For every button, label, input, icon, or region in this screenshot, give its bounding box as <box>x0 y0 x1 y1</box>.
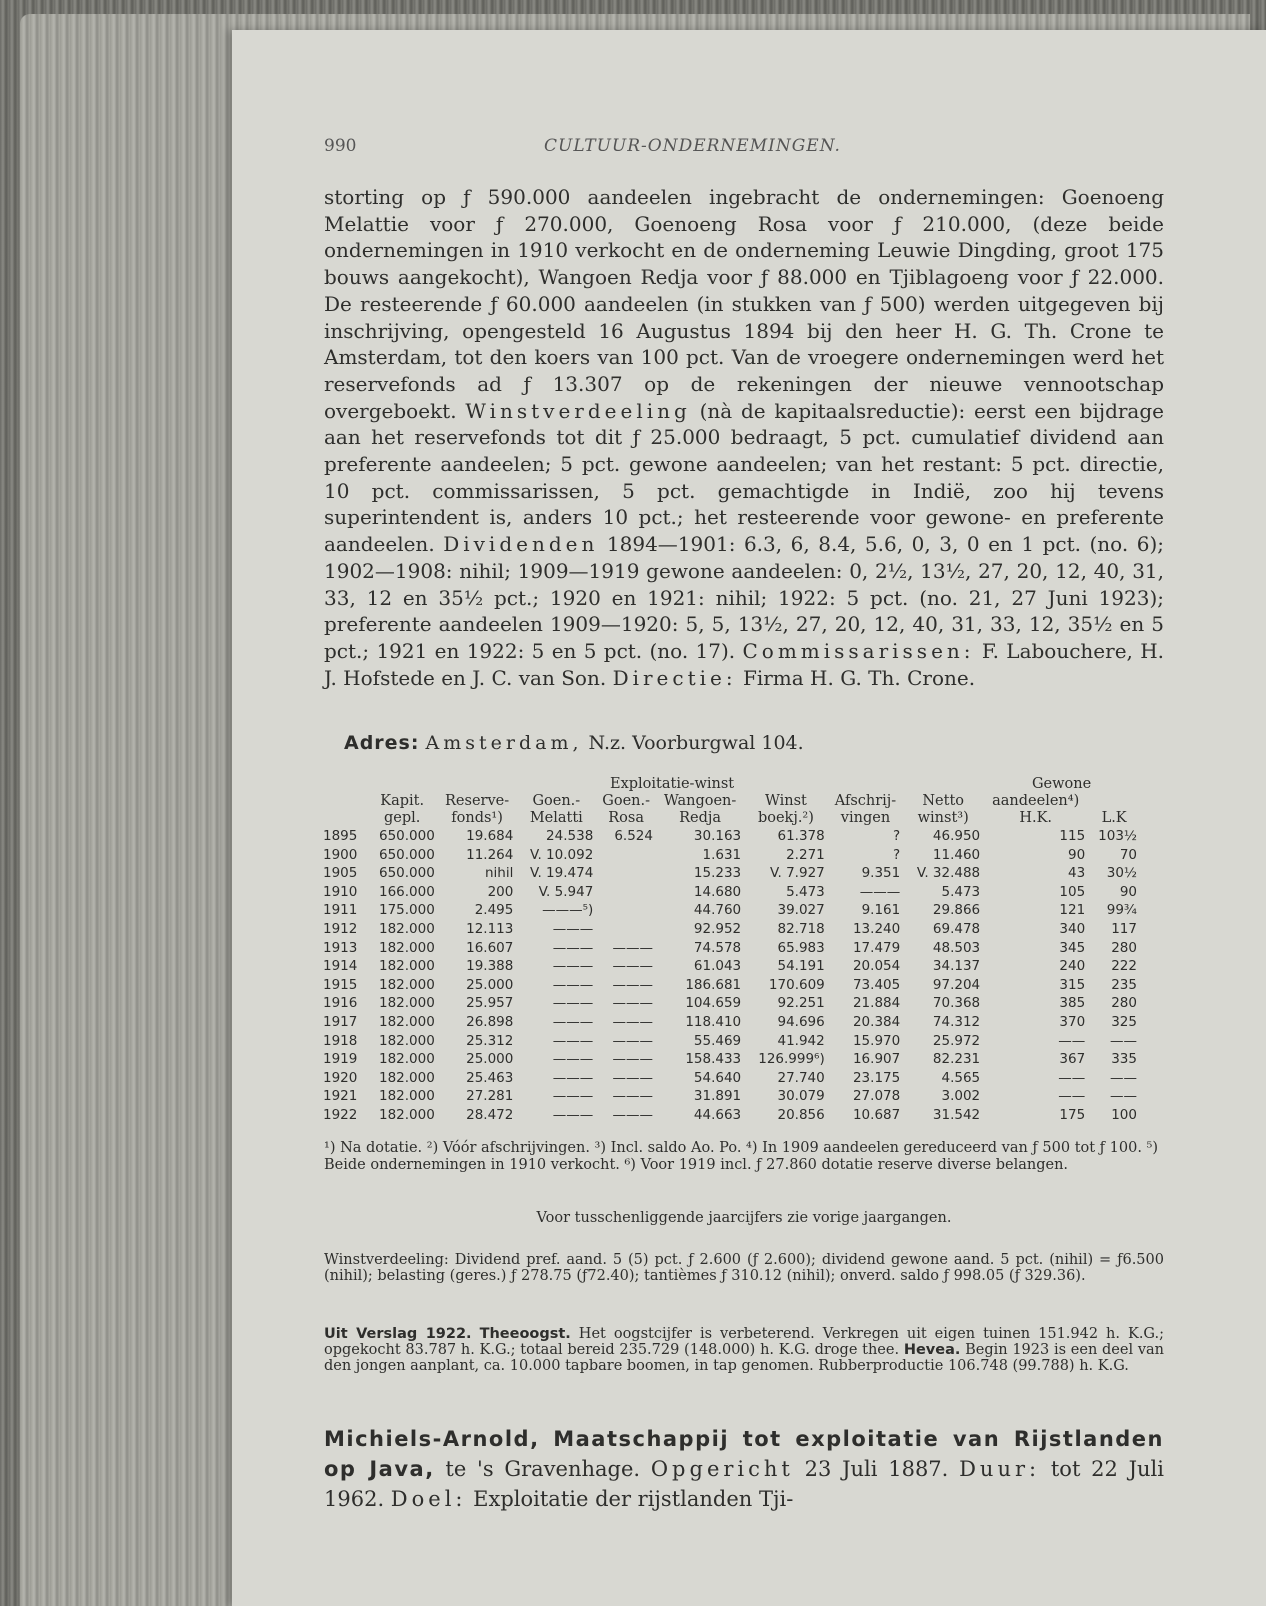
verslag-label: Uit Verslag 1922. <box>324 1326 472 1342</box>
table-cell: ? <box>893 846 901 863</box>
table-cell: 19.684 <box>466 828 514 844</box>
table-cell: ——— <box>552 920 594 937</box>
year-cell: 1912 <box>323 920 358 937</box>
table-cell: 30.079 <box>777 1088 825 1105</box>
table-cell: 31.542 <box>932 1106 981 1123</box>
table-cell: 27.740 <box>777 1069 825 1086</box>
column-header: Kapit. <box>380 793 425 809</box>
running-head: CULTUUR-ONDERNEMINGEN. <box>544 136 841 156</box>
table-cell: 240 <box>1059 958 1086 975</box>
table-cell: 21.884 <box>852 995 901 1012</box>
table-cell: 650.000 <box>378 865 435 882</box>
table-cell: 27.281 <box>466 1088 514 1105</box>
year-cell: 1900 <box>323 846 358 863</box>
table-cell: 29.866 <box>932 902 981 919</box>
table-cell: 117 <box>1111 920 1137 937</box>
table-cell: 345 <box>1059 939 1086 956</box>
year-cell: 1913 <box>323 939 358 956</box>
year-cell: 1918 <box>323 1032 358 1049</box>
table-row <box>320 994 1140 1013</box>
table-cell: 14.680 <box>693 883 742 900</box>
year-cell: 1895 <box>323 828 358 844</box>
verslag-section <box>324 1326 1164 1374</box>
book-page <box>232 30 1266 1606</box>
next-company-entry <box>324 1424 1164 1514</box>
table-cell: ——— <box>612 958 653 975</box>
doel-text: Exploitatie der rijstlanden Tji- <box>466 1487 794 1511</box>
table-cell: 12.113 <box>466 920 514 937</box>
table-row <box>320 1069 1140 1088</box>
table-cell: 94.696 <box>777 1013 825 1030</box>
year-cell: 1915 <box>323 976 358 993</box>
table-cell: 23.175 <box>852 1069 901 1086</box>
table-cell: 280 <box>1111 995 1137 1012</box>
table-cell: 182.000 <box>378 976 435 993</box>
table-cell: 11.460 <box>932 846 981 863</box>
table-cell: 4.565 <box>941 1069 981 1086</box>
table-cell: —— <box>1058 1032 1086 1049</box>
table-row <box>320 901 1140 920</box>
table-cell: 9.161 <box>861 902 901 919</box>
table-cell: 9.351 <box>861 865 901 882</box>
table-cell: 20.384 <box>852 1013 901 1030</box>
table-cell: 70.368 <box>932 995 981 1012</box>
table-cell: —— <box>1110 1088 1137 1105</box>
table-row <box>320 920 1140 939</box>
table-cell: ——— <box>612 1106 653 1123</box>
table-cell: 43 <box>1068 865 1086 882</box>
column-header: gepl. <box>383 810 421 826</box>
table-footnotes: ¹) Na dotatie. ²) Vóór afschrijvingen. ³) Incl. saldo Ao. Po. ⁴) In 1909 aandeelen gereduceerd van ƒ 500 tot ƒ 100. ⁵) Beide ondernemingen in 1910 verkocht. ⁶) Voor 1919 incl. ƒ 27.860 dotatie reserve diverse belangen. <box>324 1140 1159 1173</box>
doel-label: Doel: <box>390 1487 467 1511</box>
table-cell: 61.043 <box>693 958 742 975</box>
table-cell: V. 32.488 <box>916 865 981 882</box>
table-cell: 200 <box>487 883 514 900</box>
year-cell: 1910 <box>323 883 358 900</box>
table-cell: ——— <box>612 1032 653 1049</box>
table-cell: 65.983 <box>777 939 825 956</box>
year-cell: 1920 <box>323 1069 358 1086</box>
table-cell: 104.659 <box>685 995 742 1012</box>
table-cell: ——— <box>612 1051 653 1068</box>
table-cell: 97.204 <box>932 976 981 993</box>
column-header: Winst <box>764 793 807 809</box>
company-description <box>324 184 1164 691</box>
dividenden-text: 1894—1901: 6.3, 6, 8.4, 5.6, 0, 3, 0 en 1 pct. (no. 6); 1902—1908: nihil; 1909—1919 gewone aandeelen: 0, 2½, 13½, 27, 20, 12, 40, 31, 33, 12 en 35½ pct.; 1920 en 1921: nihil; 1922: 5 pct. (no. 21, 27 Juni 1923); preferente aandeelen 1909—1920: 5, 5, 13½, 27, 20, 12, 40, 31, 33, 12, 35½ en 5 pct.; 1921 en 1922: 5 en 5 pct. (no. 17). <box>324 532 1165 663</box>
table-cell: 24.538 <box>546 828 594 844</box>
table-cell: 15.970 <box>852 1032 901 1049</box>
table-cell: 30.163 <box>693 828 742 844</box>
table-cell <box>596 883 656 902</box>
table-cell <box>596 864 656 883</box>
table-cell: 73.405 <box>852 976 901 993</box>
table-cell: 16.907 <box>852 1051 901 1068</box>
table-cell: V. 19.474 <box>529 865 594 882</box>
table-cell: ——— <box>552 1069 594 1086</box>
column-header <box>1088 793 1140 810</box>
table-cell: ——— <box>552 976 594 993</box>
table-cell: 315 <box>1059 976 1086 993</box>
table-cell: 90 <box>1068 846 1086 863</box>
winst-label: Winstverdeeling <box>465 398 691 423</box>
table-cell: 182.000 <box>378 995 435 1012</box>
duur-text: tot 22 Juli 1962. <box>324 1457 1164 1511</box>
column-header: Rosa <box>608 810 644 826</box>
table-cell: 2.495 <box>474 902 514 919</box>
winstverdeeling-note: Winstverdeeling: Dividend pref. aand. 5 (5) pct. ƒ 2.600 (ƒ 2.600); dividend gewone aand. 5 pct. (nihil) = ƒ6.500 (nihil); belasting (geres.) ƒ 278.75 (ƒ72.40); tantièmes ƒ 310.12 (nihil); onverd. saldo ƒ 998.05 (ƒ 329.36). <box>324 1252 1164 1284</box>
exploitatie-header: Exploitatie-winst <box>609 776 735 792</box>
table-cell: 20.856 <box>777 1106 825 1123</box>
table-cell: 16.607 <box>466 939 514 956</box>
table-cell: 13.240 <box>852 920 901 937</box>
table-cell: 5.473 <box>941 883 981 900</box>
table-cell: 115 <box>1059 828 1086 844</box>
table-cell: 105 <box>1059 883 1086 900</box>
table-row <box>320 1032 1140 1051</box>
table-cell: 17.479 <box>852 939 901 956</box>
table-cell: 2.271 <box>786 846 825 863</box>
table-cell: 74.578 <box>693 939 742 956</box>
table-cell: 44.663 <box>693 1106 742 1123</box>
address-label: Adres: <box>344 732 420 754</box>
table-cell: 166.000 <box>378 883 435 900</box>
table-cell: nihil <box>484 865 514 882</box>
table-cell <box>596 901 656 920</box>
table-cell: 54.640 <box>693 1069 742 1086</box>
table-cell: 90 <box>1119 883 1137 900</box>
table-cell: 28.472 <box>466 1106 514 1123</box>
table-cell: 82.718 <box>777 920 825 937</box>
table-cell: 100 <box>1111 1106 1137 1123</box>
company-name: Michiels-Arnold, Maatschappij tot exploitatie van Rijstlanden op Java, <box>324 1427 1164 1481</box>
directie-text: Firma H. G. Th. Crone. <box>736 665 976 690</box>
table-cell: 25.972 <box>932 1032 981 1049</box>
duur-label: Duur: <box>959 1457 1041 1481</box>
table-cell: 31.891 <box>693 1088 742 1105</box>
table-cell: 1.631 <box>702 846 742 863</box>
table-cell: 61.378 <box>777 828 825 844</box>
table-cell: 158.433 <box>685 1051 742 1068</box>
company-place: te 's Gravenhage. <box>434 1457 651 1481</box>
table-cell: 39.027 <box>777 902 825 919</box>
table-cell: 6.524 <box>614 828 653 844</box>
table-cell: 5.473 <box>786 883 825 900</box>
column-header: vingen <box>840 810 891 826</box>
table-cell: 175 <box>1059 1106 1086 1123</box>
table-cell: 70 <box>1119 846 1137 863</box>
year-cell: 1922 <box>323 1106 358 1123</box>
table-cell: 11.264 <box>466 846 514 863</box>
table-cell: 650.000 <box>378 828 435 844</box>
table-body <box>320 827 1140 1125</box>
column-header: winst³) <box>917 810 969 826</box>
column-header: Redja <box>679 810 722 826</box>
table-cell: ——— <box>612 1088 653 1105</box>
column-header: Netto <box>922 793 965 809</box>
year-cell: 1917 <box>323 1013 358 1030</box>
table-cell: 175.000 <box>378 902 435 919</box>
column-header <box>320 793 367 810</box>
year-cell: 1905 <box>323 865 358 882</box>
gewone-header: Gewone <box>1031 776 1092 792</box>
table-cell: 182.000 <box>378 939 435 956</box>
table-cell: 170.609 <box>768 976 825 993</box>
table-cell: ——— <box>552 939 594 956</box>
table-cell: 3.002 <box>941 1088 981 1105</box>
column-header: Reserve- <box>445 793 510 809</box>
table-cell: 182.000 <box>378 1013 435 1030</box>
table-cell: 25.463 <box>466 1069 514 1086</box>
table-cell: 19.388 <box>466 958 514 975</box>
opgericht-text: 23 Juli 1887. <box>793 1457 960 1481</box>
table-cell: 385 <box>1059 995 1086 1012</box>
table-cell: ——— <box>552 1088 594 1105</box>
table-cell: 10.687 <box>852 1106 901 1123</box>
table-cell: 20.054 <box>852 958 901 975</box>
table-cell: —— <box>1110 1032 1137 1049</box>
directie-label: Directie: <box>612 665 737 690</box>
table-cell: 99¾ <box>1106 902 1137 919</box>
table-cell: 25.312 <box>466 1032 514 1049</box>
year-cell: 1919 <box>323 1051 358 1068</box>
table-cell: 118.410 <box>685 1013 742 1030</box>
table-cell: 55.469 <box>693 1032 742 1049</box>
table-cell: ——— <box>612 976 653 993</box>
column-header: Goen.- <box>532 793 581 809</box>
table-cell: 182.000 <box>378 1032 435 1049</box>
table-cell: 182.000 <box>378 958 435 975</box>
table-cell: 25.000 <box>466 1051 514 1068</box>
table-cell <box>596 846 656 865</box>
table-cell: 34.137 <box>932 958 981 975</box>
table-cell: ——— <box>552 1032 594 1049</box>
table-cell: 182.000 <box>378 1051 435 1068</box>
column-header: Afschrij- <box>834 793 897 809</box>
table-row <box>320 957 1140 976</box>
table-cell: ——— <box>552 958 594 975</box>
table-row <box>320 883 1140 902</box>
table-row <box>320 1106 1140 1125</box>
table-header-row <box>320 793 1140 810</box>
table-row <box>320 827 1140 846</box>
table-cell: 103½ <box>1098 828 1137 844</box>
table-cell: 25.000 <box>466 976 514 993</box>
table-cell: ——— <box>859 883 901 900</box>
table-header-row <box>320 810 1140 827</box>
table-cell: 48.503 <box>932 939 981 956</box>
thee-text: Het oogstcijfer is verbeterend. Verkregen uit eigen tuinen 151.942 h. K.G.; opgekocht 83.787 h. K.G.; totaal bereid 235.729 (148.000) h. K.G. droge thee. <box>324 1326 1164 1358</box>
table-cell: 182.000 <box>378 1106 435 1123</box>
table-cell: 121 <box>1059 902 1086 919</box>
table-cell: 182.000 <box>378 1069 435 1086</box>
table-cell: 27.078 <box>852 1088 901 1105</box>
table-cell: —— <box>1110 1069 1137 1086</box>
table-cell <box>596 920 656 939</box>
commissarissen-label: Commissarissen: <box>742 638 975 663</box>
table-cell: —— <box>1058 1069 1086 1086</box>
column-header: L.K <box>1101 810 1127 826</box>
table-cell: 222 <box>1111 958 1137 975</box>
table-row <box>320 976 1140 995</box>
year-cell: 1911 <box>323 902 358 919</box>
table-cell: 280 <box>1111 939 1137 956</box>
table-cell: ——— <box>612 1013 653 1030</box>
table-cell: ——— <box>552 1013 594 1030</box>
commissarissen-text: F. Labouchere, H. J. Hofstede en J. C. van Son. <box>324 638 1165 690</box>
table-cell: V. 5.947 <box>538 883 594 900</box>
column-header: Wangoen- <box>663 793 737 809</box>
table-row <box>320 864 1140 883</box>
address-line <box>344 732 804 754</box>
table-cell: 186.681 <box>685 976 742 993</box>
table-cell: 335 <box>1111 1051 1137 1068</box>
table-cell: 650.000 <box>378 846 435 863</box>
body-paragraph: storting op ƒ 590.000 aandeelen ingebracht de ondernemingen: Goenoeng Melattie voor ƒ 270.000, Goenoeng Rosa voor ƒ 210.000, (deze beide ondernemingen in 1910 verkocht en de onderneming Leuwie Dingding, groot 175 bouws aangekocht), Wangoen Redja voor ƒ 88.000 en Tjiblagoeng voor ƒ 22.000. De resteerende ƒ 60.000 aandeelen (in stukken van ƒ 500) werden uitgegeven bij inschrijving, opengesteld 16 Augustus 1894 bij den heer H. G. Th. Crone te Amsterdam, tot den koers van 100 pct. Van de vroegere ondernemingen werd het reservefonds ad ƒ 13.307 op de rekeningen der nieuwe vennootschap overgeboekt. <box>324 185 1164 423</box>
table-cell: 235 <box>1111 976 1137 993</box>
address-street: N.z. Voorburgwal 104. <box>582 732 804 754</box>
address-city: Amsterdam, <box>425 732 583 754</box>
table-cell: ——— <box>612 1069 653 1086</box>
table-cell: 370 <box>1059 1013 1086 1030</box>
column-header: boekj.²) <box>757 810 814 826</box>
table-cell: 25.957 <box>466 995 514 1012</box>
table-cell: 54.191 <box>777 958 825 975</box>
table-cell: ———⁵) <box>542 902 594 919</box>
table-cell: ——— <box>612 995 653 1012</box>
table-cell: 82.231 <box>932 1051 981 1068</box>
table-cell: 92.952 <box>693 920 742 937</box>
table-row <box>320 1013 1140 1032</box>
table-cell: 126.999⁶) <box>758 1051 825 1068</box>
table-cell: V. 7.927 <box>770 865 825 882</box>
page-header <box>324 136 1164 166</box>
table-cell: 30½ <box>1106 865 1137 882</box>
dividenden-label: Dividenden <box>443 532 599 557</box>
table-cell: 26.898 <box>466 1013 514 1030</box>
financial-table <box>320 776 1140 1125</box>
table-cell: —— <box>1058 1088 1086 1105</box>
thee-label: Theeoogst. <box>479 1326 571 1342</box>
table-cell: 325 <box>1111 1013 1137 1030</box>
page-number: 990 <box>324 136 357 156</box>
year-cell: 1916 <box>323 995 358 1012</box>
table-cell: 340 <box>1059 920 1086 937</box>
table-cell: ——— <box>612 939 653 956</box>
table-cell: 69.478 <box>932 920 981 937</box>
table-row <box>320 846 1140 865</box>
column-header: Melatti <box>529 810 583 826</box>
column-header: fonds¹) <box>451 810 503 826</box>
table-cell: ——— <box>552 1106 594 1123</box>
table-row <box>320 1087 1140 1106</box>
table-cell: 15.233 <box>693 865 742 882</box>
table-cell: 46.950 <box>932 828 981 844</box>
table-cell: 92.251 <box>777 995 825 1012</box>
column-header <box>320 810 367 827</box>
table-cell: ? <box>893 828 901 844</box>
table-row <box>320 939 1140 958</box>
table-cell: 182.000 <box>378 920 435 937</box>
table-cell: 367 <box>1059 1051 1086 1068</box>
year-cell: 1921 <box>323 1088 358 1105</box>
table-cell: 44.760 <box>693 902 742 919</box>
year-cell: 1914 <box>323 958 358 975</box>
column-header: Goen.- <box>602 793 650 809</box>
table-cell: V. 10.092 <box>529 846 594 863</box>
hevea-label: Hevea. <box>903 1342 961 1358</box>
hevea-text: Begin 1923 is een deel van den jongen aanplant, ca. 10.000 tapbare boomen, in tap genomen. Rubberproductie 106.748 (99.788) h. K.G. <box>324 1342 1165 1374</box>
table-cell: 41.942 <box>777 1032 825 1049</box>
table-cell: ——— <box>552 995 594 1012</box>
column-header: aandeelen⁴) <box>992 793 1080 809</box>
column-header: H.K. <box>1019 810 1053 826</box>
table-cell: 74.312 <box>932 1013 981 1030</box>
winst-text: (nà de kapitaalsreductie): eerst een bijdrage aan het reservefonds tot dit ƒ 25.000 bedraagt, 5 pct. cumulatief dividend aan preferente aandeelen; 5 pct. gewone aandeelen; van het restant: 5 pct. directie, 10 pct. commissarissen, 5 pct. gemachtigde in Indië, zoo hij tevens superintendent is, anders 10 pct.; het resteerende voor gewone- en preferente aandeelen. <box>324 398 1164 557</box>
table-row <box>320 1050 1140 1069</box>
opgericht-label: Opgericht <box>650 1457 794 1481</box>
table-cell: ——— <box>552 1051 594 1068</box>
note-previous-years: Voor tusschenliggende jaarcijfers zie vorige jaargangen. <box>536 1210 952 1226</box>
table-cell: 182.000 <box>378 1088 435 1105</box>
table-group-header <box>320 776 1140 793</box>
